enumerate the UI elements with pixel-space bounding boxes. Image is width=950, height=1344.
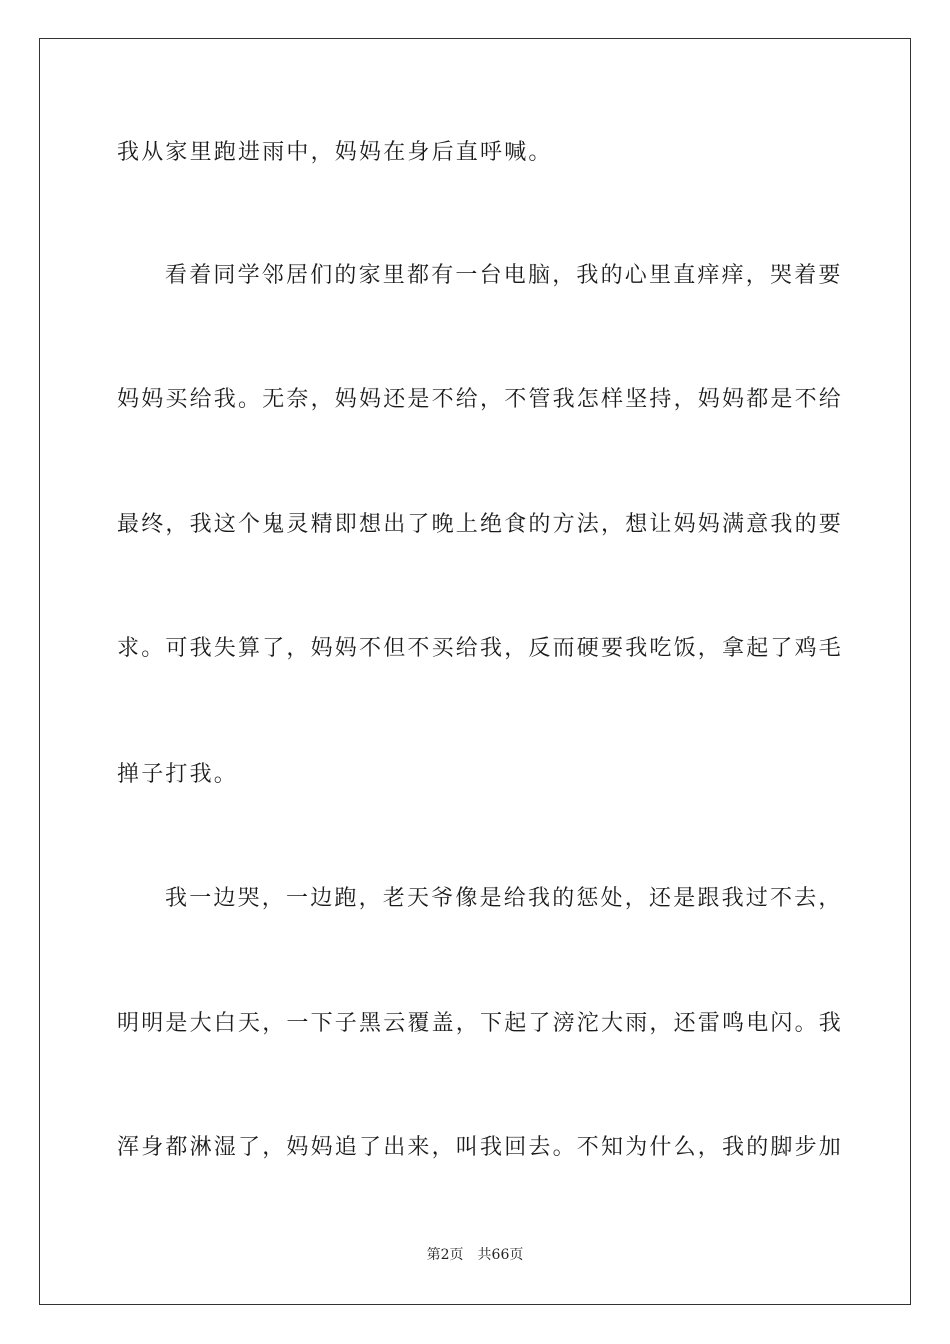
text-line: 掸子打我。: [117, 762, 239, 787]
text-line: 妈妈买给我。无奈，妈妈还是不给，不管我怎样坚持，妈妈都是不给: [117, 387, 844, 412]
page-number: 第2页: [426, 1247, 464, 1263]
text-line: 我一边哭，一边跑，老天爷像是给我的惩处，还是跟我过不去，: [165, 886, 843, 911]
page-border: [39, 38, 911, 1305]
text-line: 看着同学邻居们的家里都有一台电脑，我的心里直痒痒，哭着要: [165, 263, 843, 288]
total-pages: 共66页: [477, 1247, 524, 1263]
page-footer: [0, 1246, 950, 1264]
text-line: 我从家里跑进雨中，妈妈在身后直呼喊。: [117, 140, 553, 165]
text-line: 明明是大白天，一下子黑云覆盖，下起了滂沱大雨，还雷鸣电闪。我: [117, 1011, 844, 1036]
text-line: 浑身都淋湿了，妈妈追了出来，叫我回去。不知为什么，我的脚步加: [117, 1135, 844, 1160]
text-line: 求。可我失算了，妈妈不但不买给我，反而硬要我吃饭，拿起了鸡毛: [117, 636, 844, 661]
text-line: 最终，我这个鬼灵精即想出了晚上绝食的方法，想让妈妈满意我的要: [117, 512, 844, 537]
